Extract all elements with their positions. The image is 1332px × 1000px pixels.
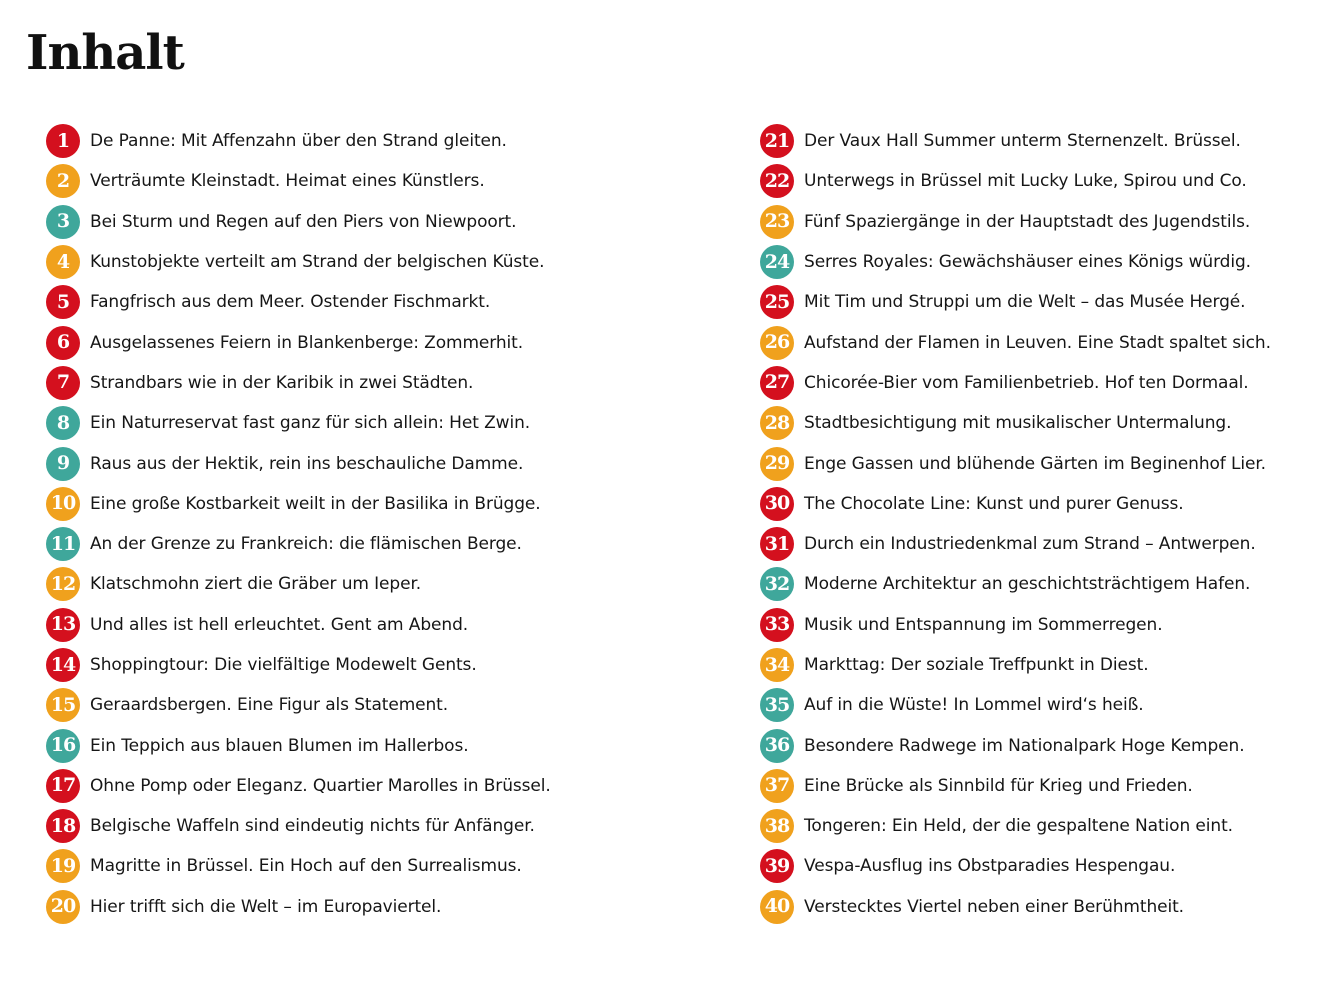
toc-entry <box>46 121 686 161</box>
chapter-title: Hier trifft sich die Welt – im Europaviertel. <box>90 896 442 917</box>
chapter-number-badge: 13 <box>46 608 80 642</box>
chapter-title: Eine Brücke als Sinnbild für Krieg und Frieden. <box>804 775 1193 796</box>
chapter-number-badge: 16 <box>46 729 80 763</box>
toc-entry <box>760 322 1320 362</box>
chapter-title: The Chocolate Line: Kunst und purer Genuss. <box>804 493 1184 514</box>
chapter-number-badge: 32 <box>760 567 794 601</box>
chapter-title: Ohne Pomp oder Eleganz. Quartier Marolles in Brüssel. <box>90 775 551 796</box>
toc-entry <box>46 484 686 524</box>
chapter-title: Eine große Kostbarkeit weilt in der Basilika in Brügge. <box>90 493 541 514</box>
toc-entry <box>46 766 686 806</box>
chapter-number-badge: 21 <box>760 124 794 158</box>
chapter-number-badge: 19 <box>46 849 80 883</box>
chapter-title: Fangfrisch aus dem Meer. Ostender Fischmarkt. <box>90 292 491 313</box>
toc-entry <box>46 685 686 725</box>
toc-entry <box>46 725 686 765</box>
chapter-number-badge: 38 <box>760 809 794 843</box>
chapter-title: Belgische Waffeln sind eindeutig nichts für Anfänger. <box>90 816 535 837</box>
chapter-title: Ausgelassenes Feiern in Blankenberge: Zommerhit. <box>90 332 524 353</box>
chapter-title: Auf in die Wüste! In Lommel wird‘s heiß. <box>804 695 1144 716</box>
chapter-title: Enge Gassen und blühende Gärten im Beginenhof Lier. <box>804 453 1266 474</box>
toc-entry <box>760 564 1320 604</box>
toc-column-left <box>46 121 686 927</box>
chapter-number-badge: 20 <box>46 890 80 924</box>
chapter-title: Fünf Spaziergänge in der Hauptstadt des Jugendstils. <box>804 211 1251 232</box>
chapter-number-badge: 22 <box>760 164 794 198</box>
chapter-number-badge: 2 <box>46 164 80 198</box>
chapter-title: De Panne: Mit Affenzahn über den Strand gleiten. <box>90 131 507 152</box>
chapter-number-badge: 28 <box>760 406 794 440</box>
toc-entry <box>760 725 1320 765</box>
toc-entry <box>760 846 1320 886</box>
chapter-number-badge: 25 <box>760 285 794 319</box>
chapter-number-badge: 27 <box>760 366 794 400</box>
chapter-number-badge: 9 <box>46 447 80 481</box>
chapter-title: Moderne Architektur an geschichtsträchtigem Hafen. <box>804 574 1251 595</box>
chapter-number-badge: 14 <box>46 648 80 682</box>
chapter-number-badge: 35 <box>760 688 794 722</box>
chapter-title: Raus aus der Hektik, rein ins beschauliche Damme. <box>90 453 524 474</box>
toc-entry <box>760 161 1320 201</box>
chapter-title: Vespa-Ausflug ins Obstparadies Hespengau. <box>804 856 1176 877</box>
toc-entry <box>760 403 1320 443</box>
chapter-title: Durch ein Industriedenkmal zum Strand – Antwerpen. <box>804 534 1256 555</box>
chapter-number-badge: 7 <box>46 366 80 400</box>
toc-entry <box>760 282 1320 322</box>
toc-entry <box>46 887 686 927</box>
chapter-title: Und alles ist hell erleuchtet. Gent am Abend. <box>90 614 469 635</box>
chapter-title: Musik und Entspannung im Sommerregen. <box>804 614 1163 635</box>
chapter-title: Strandbars wie in der Karibik in zwei Städten. <box>90 372 474 393</box>
chapter-title: Klatschmohn ziert die Gräber um Ieper. <box>90 574 422 595</box>
chapter-number-badge: 17 <box>46 769 80 803</box>
toc-entry <box>46 202 686 242</box>
toc-entry <box>760 242 1320 282</box>
toc-entry <box>46 846 686 886</box>
chapter-title: Verstecktes Viertel neben einer Berühmtheit. <box>804 896 1184 917</box>
chapter-number-badge: 5 <box>46 285 80 319</box>
chapter-title: Bei Sturm und Regen auf den Piers von Niewpoort. <box>90 211 517 232</box>
chapter-number-badge: 39 <box>760 849 794 883</box>
toc-entry <box>760 685 1320 725</box>
toc-entry <box>46 403 686 443</box>
chapter-title: Unterwegs in Brüssel mit Lucky Luke, Spirou und Co. <box>804 171 1247 192</box>
chapter-number-badge: 1 <box>46 124 80 158</box>
chapter-title: Shoppingtour: Die vielfältige Modewelt Gents. <box>90 655 477 675</box>
toc-entry <box>760 363 1320 403</box>
chapter-title: Geraardsbergen. Eine Figur als Statement. <box>90 695 449 716</box>
chapter-number-badge: 36 <box>760 729 794 763</box>
toc-entry <box>46 363 686 403</box>
toc-column-right <box>760 121 1320 927</box>
toc-entry <box>46 806 686 846</box>
chapter-title: Verträumte Kleinstadt. Heimat eines Künstlers. <box>90 171 485 192</box>
page-title: Inhalt <box>26 25 184 81</box>
chapter-title: Aufstand der Flamen in Leuven. Eine Stadt spaltet sich. <box>804 332 1271 353</box>
toc-entry <box>760 766 1320 806</box>
toc-entry <box>760 524 1320 564</box>
chapter-title: Besondere Radwege im Nationalpark Hoge Kempen. <box>804 735 1245 756</box>
chapter-number-badge: 11 <box>46 527 80 561</box>
toc-entry <box>46 443 686 483</box>
toc-entry <box>760 121 1320 161</box>
toc-entry <box>46 605 686 645</box>
chapter-number-badge: 26 <box>760 326 794 360</box>
chapter-number-badge: 24 <box>760 245 794 279</box>
chapter-title: Ein Naturreservat fast ganz für sich allein: Het Zwin. <box>90 413 531 434</box>
toc-entry <box>46 322 686 362</box>
chapter-number-badge: 15 <box>46 688 80 722</box>
chapter-number-badge: 29 <box>760 447 794 481</box>
toc-entry <box>760 645 1320 685</box>
chapter-number-badge: 40 <box>760 890 794 924</box>
chapter-number-badge: 31 <box>760 527 794 561</box>
chapter-title: Ein Teppich aus blauen Blumen im Hallerbos. <box>90 735 469 756</box>
chapter-title: Mit Tim und Struppi um die Welt – das Musée Hergé. <box>804 292 1246 313</box>
toc-entry <box>760 887 1320 927</box>
toc-entry <box>46 242 686 282</box>
chapter-number-badge: 3 <box>46 205 80 239</box>
chapter-number-badge: 12 <box>46 567 80 601</box>
chapter-title: An der Grenze zu Frankreich: die flämischen Berge. <box>90 534 522 555</box>
toc-entry <box>46 161 686 201</box>
toc-entry <box>760 806 1320 846</box>
chapter-number-badge: 6 <box>46 326 80 360</box>
toc-entry <box>46 564 686 604</box>
chapter-title: Stadtbesichtigung mit musikalischer Untermalung. <box>804 413 1232 434</box>
toc-entry <box>46 282 686 322</box>
chapter-number-badge: 18 <box>46 809 80 843</box>
toc-entry <box>760 443 1320 483</box>
toc-entry <box>760 202 1320 242</box>
toc-entry <box>46 645 686 685</box>
chapter-number-badge: 23 <box>760 205 794 239</box>
chapter-number-badge: 8 <box>46 406 80 440</box>
chapter-number-badge: 30 <box>760 487 794 521</box>
chapter-title: Serres Royales: Gewächshäuser eines Königs würdig. <box>804 252 1251 273</box>
chapter-number-badge: 10 <box>46 487 80 521</box>
chapter-title: Magritte in Brüssel. Ein Hoch auf den Surrealismus. <box>90 856 522 877</box>
chapter-number-badge: 33 <box>760 608 794 642</box>
chapter-title: Chicorée-Bier vom Familienbetrieb. Hof ten Dormaal. <box>804 372 1249 393</box>
chapter-number-badge: 37 <box>760 769 794 803</box>
toc-entry <box>760 605 1320 645</box>
chapter-title: Tongeren: Ein Held, der die gespaltene Nation eint. <box>804 816 1233 837</box>
chapter-title: Markttag: Der soziale Treffpunkt in Diest. <box>804 655 1149 675</box>
chapter-title: Der Vaux Hall Summer unterm Sternenzelt. Brüssel. <box>804 131 1241 152</box>
chapter-number-badge: 4 <box>46 245 80 279</box>
toc-entry <box>760 484 1320 524</box>
toc-entry <box>46 524 686 564</box>
chapter-title: Kunstobjekte verteilt am Strand der belgischen Küste. <box>90 252 545 273</box>
chapter-number-badge: 34 <box>760 648 794 682</box>
